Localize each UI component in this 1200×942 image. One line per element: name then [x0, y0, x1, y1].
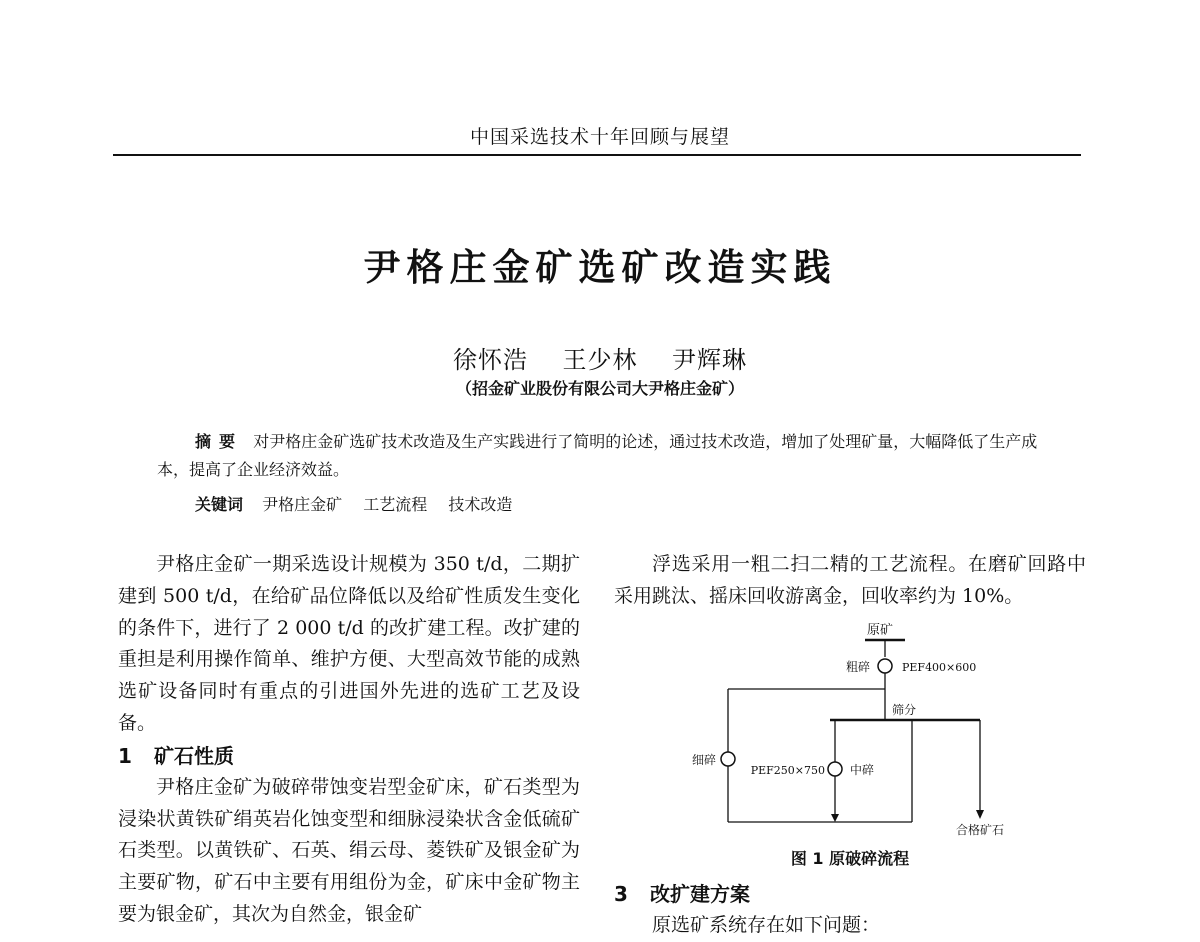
right-column-lower	[614, 878, 1086, 942]
label-raw-ore: 原矿	[866, 623, 894, 638]
label-medium-model: PEF250×750	[750, 764, 825, 777]
section-3-title: 改扩建方案	[650, 882, 750, 906]
keywords-label: 关键词	[195, 495, 244, 514]
fine-crusher-node	[721, 752, 735, 766]
header-rule	[113, 154, 1081, 156]
keyword-1: 尹格庄金矿	[262, 495, 343, 514]
flotation-paragraph: 浮选采用一粗二扫二精的工艺流程。在磨矿回路中采用跳汰、摇床回收游离金，回收率约为 10%。	[614, 553, 1086, 607]
right-column	[614, 549, 1086, 613]
abstract	[157, 428, 1052, 484]
section-1-title: 矿石性质	[154, 743, 234, 768]
section-3-number: 3	[614, 882, 628, 906]
intro-paragraph: 尹格庄金矿一期采选设计规模为 350 t/d，二期扩建到 500 t/d，在给矿品位降低以及给矿性质发生变化的条件下，进行了 2 000 t/d 的改扩建工程。改扩建的重担是利用操作简单、维护方便、大型高效节能的成熟选矿设备同时有重点的引进国外先进的选矿工艺及设备。	[118, 553, 580, 734]
section-1-paragraph: 尹格庄金矿为破碎带蚀变岩型金矿床，矿石类型为浸染状黄铁矿绢英岩化蚀变型和细脉浸染状含金低硫矿石类型。以黄铁矿、石英、绢云母、菱铁矿及银金矿为主要矿物，矿石中主要有用组份为金，矿床中金矿物主要为银金矿，其次为自然金，银金矿	[118, 775, 580, 925]
coarse-crusher-node	[878, 659, 892, 673]
section-3-heading	[614, 878, 1086, 910]
keywords	[195, 492, 1052, 515]
crushing-flow-diagram	[680, 614, 1040, 864]
paper-title: 尹格庄金矿选矿改造实践	[363, 245, 837, 289]
keyword-3: 技术改造	[448, 495, 513, 514]
author-1: 徐怀浩	[452, 346, 528, 374]
label-coarse-model: PEF400×600	[902, 661, 977, 674]
running-head: 中国采选技术十年回顾与展望	[469, 126, 730, 148]
section-3-paragraph: 原选矿系统存在如下问题：	[652, 914, 881, 936]
medium-crusher-node	[828, 762, 842, 776]
medium-down-arrow-icon	[831, 814, 839, 822]
keyword-2: 工艺流程	[363, 495, 428, 514]
label-screening: 筛分	[892, 703, 917, 717]
figure-caption: 图 1 原破碎流程	[790, 849, 910, 868]
affiliation: （招金矿业股份有限公司大尹格庄金矿）	[455, 379, 744, 398]
label-qualified-ore: 合格矿石	[955, 823, 1005, 837]
section-1-heading	[118, 740, 580, 772]
section-1-number: 1	[118, 743, 132, 768]
authors	[0, 340, 1200, 375]
author-3: 尹辉琳	[672, 346, 748, 374]
left-column	[118, 549, 580, 931]
label-coarse-crush: 粗碎	[845, 660, 870, 674]
abstract-label: 摘要	[195, 432, 244, 451]
label-fine-crush: 细碎	[691, 753, 716, 767]
author-2: 王少林	[562, 346, 638, 374]
abstract-text: 对尹格庄金矿选矿技术改造及生产实践进行了简明的论述，通过技术改造，增加了处理矿量，大幅降低了生产成本，提高了企业经济效益。	[157, 432, 1038, 479]
label-medium-crush: 中碎	[850, 763, 875, 777]
qualified-arrow-icon	[976, 810, 984, 819]
